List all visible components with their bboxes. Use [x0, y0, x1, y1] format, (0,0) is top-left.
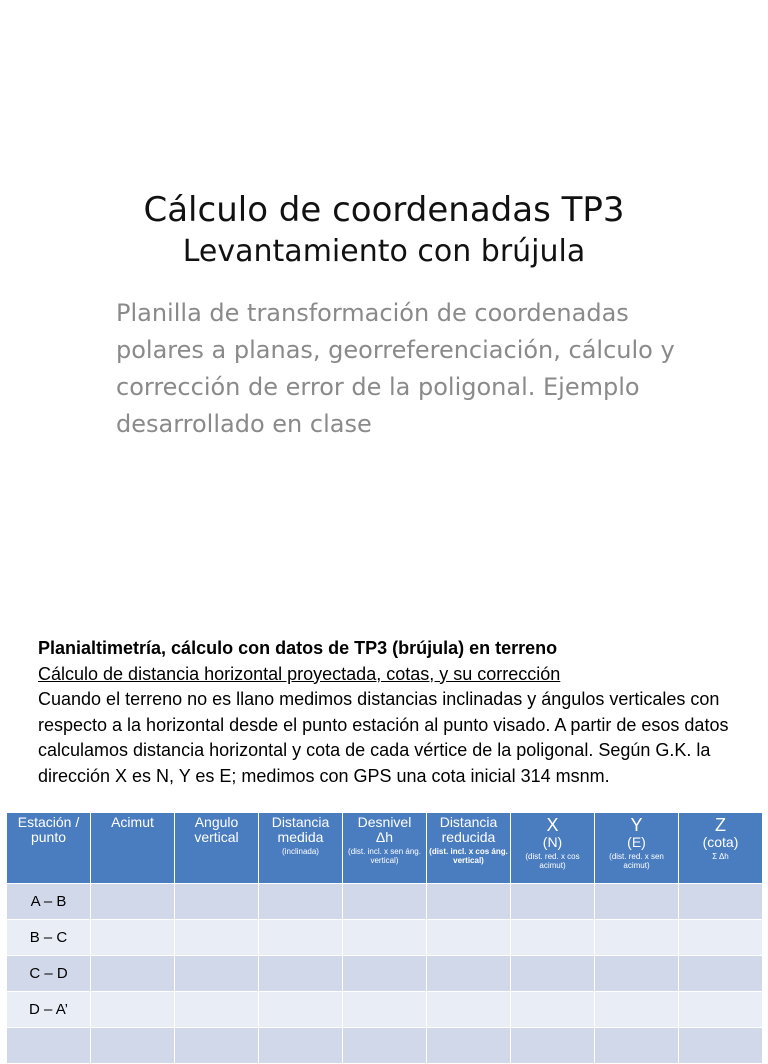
- row-station-cell: D – A’: [7, 992, 91, 1028]
- body-heading: Planialtimetría, cálculo con datos de TP3 (brújula) en terreno: [38, 638, 558, 658]
- header-x-label: X: [546, 815, 559, 835]
- table-cell[interactable]: [175, 956, 259, 992]
- header-angulo: [175, 813, 259, 884]
- header-dist-medida: [259, 813, 343, 884]
- header-dist-reducida-note: (dist. incl. x cos áng. vertical): [429, 847, 508, 865]
- header-estacion-label: Estación / punto: [17, 814, 80, 845]
- table-cell[interactable]: [511, 1028, 595, 1064]
- header-desnivel-note: (dist. incl. x sen áng. vertical): [348, 847, 421, 865]
- table-cell[interactable]: [427, 956, 511, 992]
- table-cell[interactable]: [91, 992, 175, 1028]
- header-y-note: (dist. red. x sen acimut): [609, 852, 664, 870]
- table-cell[interactable]: [175, 920, 259, 956]
- header-y-sub: (E): [627, 834, 646, 850]
- table-cell[interactable]: [343, 956, 427, 992]
- table-cell[interactable]: [511, 884, 595, 920]
- table-cell[interactable]: [679, 920, 763, 956]
- table-cell[interactable]: [679, 1028, 763, 1064]
- table-cell[interactable]: [259, 1028, 343, 1064]
- table-cell[interactable]: [595, 920, 679, 956]
- table-cell[interactable]: [427, 920, 511, 956]
- header-dist-reducida: [427, 813, 511, 884]
- table-cell[interactable]: [595, 956, 679, 992]
- table-row: [7, 992, 763, 1028]
- header-x: [511, 813, 595, 884]
- header-angulo-label: Angulo vertical: [194, 814, 239, 845]
- header-desnivel-label: Desnivel: [357, 814, 412, 830]
- table-cell[interactable]: [427, 884, 511, 920]
- row-station-cell: [7, 1028, 91, 1064]
- header-acimut: [91, 813, 175, 884]
- table-cell[interactable]: [343, 920, 427, 956]
- table-cell[interactable]: [511, 956, 595, 992]
- title-secondary: Levantamiento con brújula: [182, 234, 586, 269]
- body-text-block: [38, 636, 758, 789]
- table-cell[interactable]: [343, 884, 427, 920]
- table-cell[interactable]: [595, 884, 679, 920]
- table-cell[interactable]: [91, 920, 175, 956]
- table-cell[interactable]: [511, 992, 595, 1028]
- slide-title: [0, 188, 768, 272]
- header-z-sub: (cota): [702, 834, 739, 850]
- header-desnivel-symbol: Δh: [375, 829, 394, 845]
- table-cell[interactable]: [679, 884, 763, 920]
- table-cell[interactable]: [679, 992, 763, 1028]
- row-station-cell: A – B: [7, 884, 91, 920]
- table-cell[interactable]: [91, 1028, 175, 1064]
- table-cell[interactable]: [427, 1028, 511, 1064]
- header-dist-reducida-label: Distancia reducida: [439, 814, 498, 845]
- table-row: [7, 956, 763, 992]
- slide-subtitle: Planilla de transformación de coordenadas polares a planas, georreferenciación, cálculo y corrección de error de la poligonal. Ejemplo desarrollado en clase: [116, 299, 675, 438]
- table-cell[interactable]: [175, 992, 259, 1028]
- header-y: [595, 813, 679, 884]
- table-cell[interactable]: [175, 884, 259, 920]
- table-row: [7, 920, 763, 956]
- header-estacion: [7, 813, 91, 884]
- table-cell[interactable]: [91, 884, 175, 920]
- table-cell[interactable]: [175, 1028, 259, 1064]
- table-cell[interactable]: [595, 992, 679, 1028]
- table-cell[interactable]: [679, 956, 763, 992]
- header-x-note: (dist. red. x cos acimut): [525, 852, 580, 870]
- table-cell[interactable]: [595, 1028, 679, 1064]
- table-cell[interactable]: [259, 992, 343, 1028]
- body-underlined-subheading: Cálculo de distancia horizontal proyectada, cotas, y su corrección: [38, 663, 561, 684]
- title-main: Cálculo de coordenadas TP3: [143, 190, 625, 230]
- header-dist-medida-note: (inclinada): [282, 847, 319, 856]
- body-paragraph: Cuando el terreno no es llano medimos distancias inclinadas y ángulos verticales con respecto a la horizontal desde el punto estación al punto visado. A partir de esos datos calculamos distancia horizontal y cota de cada vértice de la poligonal. Según G.K. la dirección X es N, Y es E; medimos con GPS una cota inicial 314 msnm.: [38, 689, 729, 786]
- header-acimut-label: Acimut: [111, 814, 154, 830]
- header-y-label: Y: [630, 815, 643, 835]
- table-row: [7, 1028, 763, 1064]
- row-station-cell: B – C: [7, 920, 91, 956]
- table-cell[interactable]: [511, 920, 595, 956]
- row-station-cell: C – D: [7, 956, 91, 992]
- table-cell[interactable]: [91, 956, 175, 992]
- header-z: [679, 813, 763, 884]
- table-cell[interactable]: [343, 992, 427, 1028]
- survey-table: [6, 812, 763, 1064]
- header-x-sub: (N): [542, 834, 563, 850]
- table-cell[interactable]: [259, 956, 343, 992]
- table-row: [7, 884, 763, 920]
- table-cell[interactable]: [259, 884, 343, 920]
- table-cell[interactable]: [343, 1028, 427, 1064]
- header-desnivel: [343, 813, 427, 884]
- table-header-row: [7, 813, 763, 884]
- table-cell[interactable]: [427, 992, 511, 1028]
- header-z-label: Z: [715, 815, 726, 835]
- table-cell[interactable]: [259, 920, 343, 956]
- header-dist-medida-label: Distancia medida: [271, 814, 330, 845]
- header-z-note: Σ Δh: [712, 852, 729, 861]
